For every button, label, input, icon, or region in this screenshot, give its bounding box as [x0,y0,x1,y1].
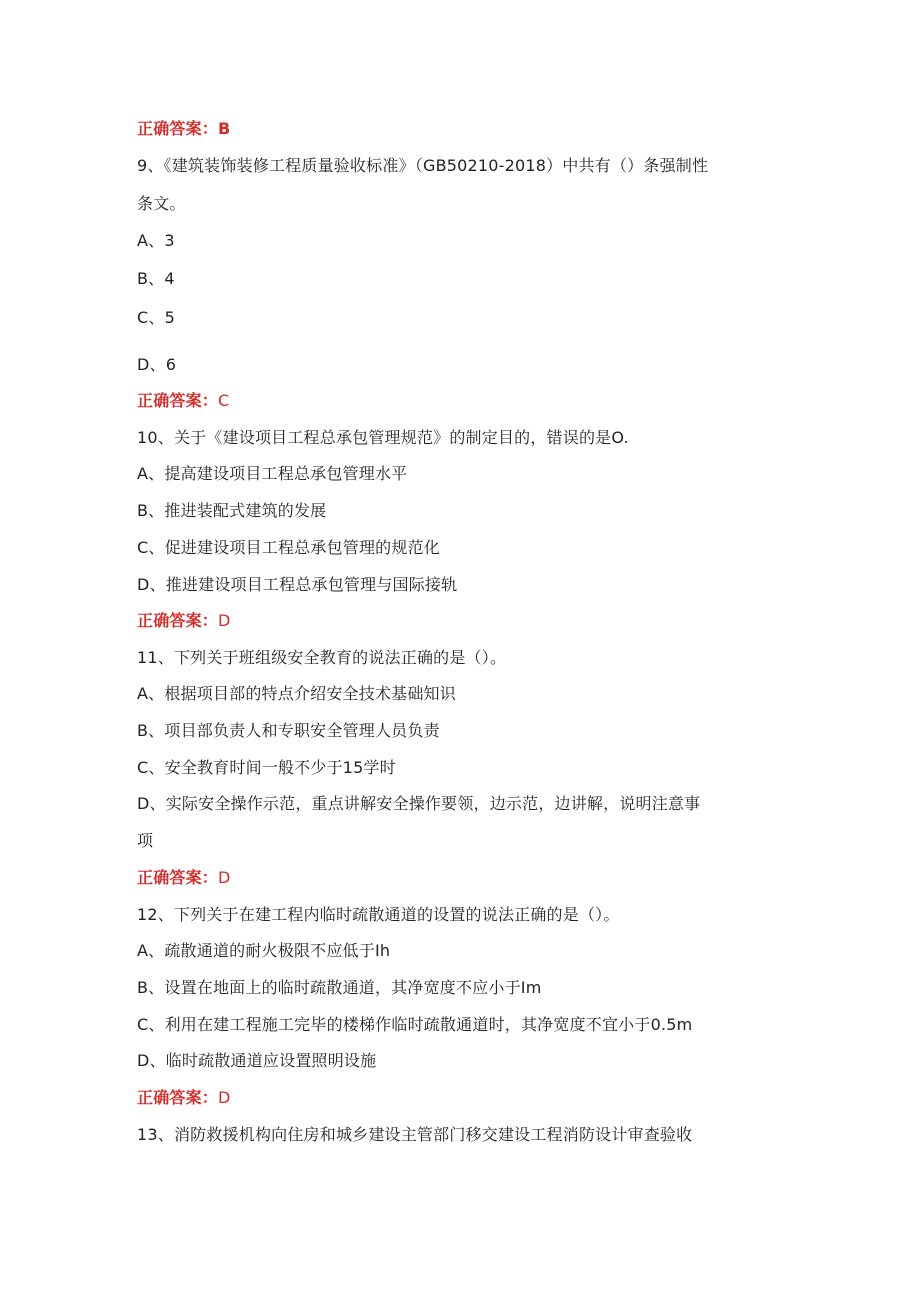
option-text: D、临时疏散通道应设置照明设施 [137,1051,377,1070]
question-text: 条文。 [137,194,186,213]
option-text: B、4 [137,269,175,288]
option-text: A、根据项目部的特点介绍安全技术基础知识 [137,684,456,703]
option-text: B、推进装配式建筑的发展 [137,501,327,520]
option-text: D、推进建设项目工程总承包管理与国际接轨 [137,575,458,594]
answer-label: 正确答案： [137,1088,219,1107]
option-text: D、6 [137,355,177,374]
option-text: C、安全教育时间一般不少于15学时 [137,758,396,777]
answer-line [137,1088,787,1108]
answer-value: C [218,391,230,410]
answer-value: D [218,868,231,887]
answer-label: 正确答案： [137,391,219,410]
option-text: A、3 [137,231,175,250]
option-text: B、项目部负责人和专职安全管理人员负责 [137,721,440,740]
option-text: A、疏散通道的耐火极限不应低于Ih [137,941,391,960]
question-text: 9、《建筑装饰装修工程质量验收标准》（GB50210-2018）中共有（）条强制性 [137,156,709,175]
answer-line [137,119,787,139]
option-text: B、设置在地面上的临时疏散通道，其净宽度不应小于Im [137,978,542,997]
answer-value: B [218,119,231,138]
answer-line [137,391,787,411]
answer-label: 正确答案： [137,868,219,887]
answer-label: 正确答案： [137,119,219,138]
question-text: 11、下列关于班组级安全教育的说法正确的是（）。 [137,648,507,667]
option-text: 项 [137,831,154,850]
answer-value: D [218,611,231,630]
answer-line [137,868,787,888]
question-text: 13、消防救援机构向住房和城乡建设主管部门移交建设工程消防设计审查验收 [137,1125,693,1144]
answer-label: 正确答案： [137,611,219,630]
option-text: C、促进建设项目工程总承包管理的规范化 [137,538,440,557]
option-text: A、提高建设项目工程总承包管理水平 [137,464,408,483]
answer-line [137,611,787,631]
question-text: 12、下列关于在建工程内临时疏散通道的设置的说法正确的是（）。 [137,905,620,924]
answer-value: D [218,1088,231,1107]
option-text: D、实际安全操作示范，重点讲解安全操作要领，边示范，边讲解，说明注意事 [137,794,701,813]
option-text: C、5 [137,308,175,327]
option-text: C、利用在建工程施工完毕的楼梯作临时疏散通道时，其净宽度不宜小于0.5m [137,1015,693,1034]
question-text: 10、关于《建设项目工程总承包管理规范》的制定目的，错误的是O. [137,428,629,447]
